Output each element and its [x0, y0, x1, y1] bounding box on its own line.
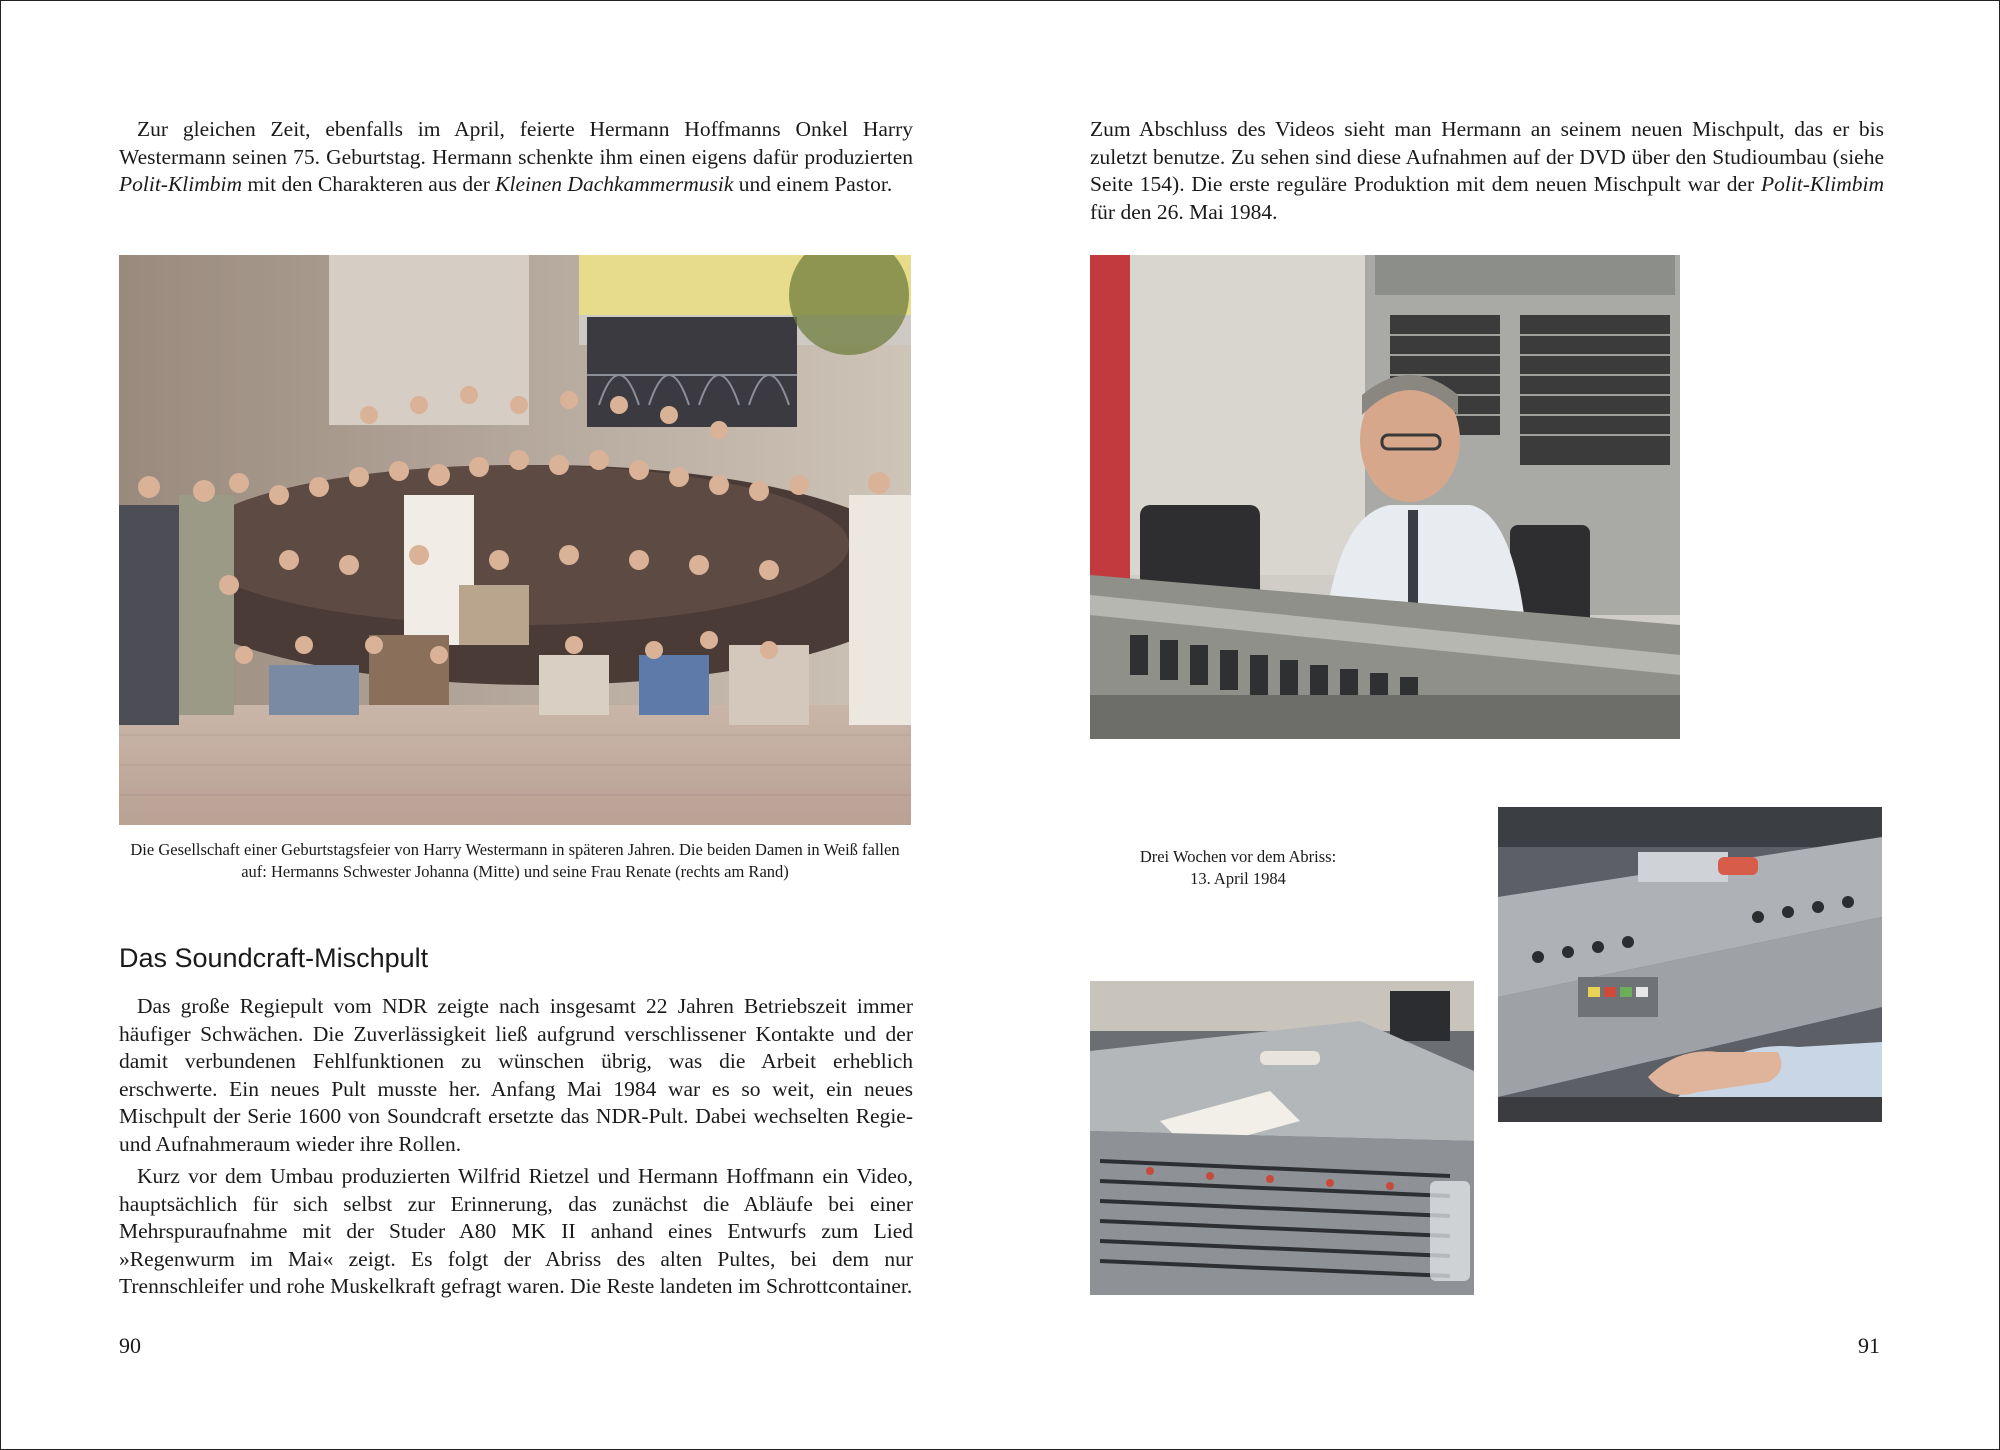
intro-text: für den 26. Mai 1984. [1090, 199, 1278, 224]
intro-text: Zur gleichen Zeit, ebenfalls im April, feierte Hermann Hoffmanns Onkel Harry Westermann seinen 75. Geburtstag. Hermann schenkte ihm einen eigens dafür produzierten [119, 117, 913, 169]
intro-italic-title: Polit-Klimbim [1760, 172, 1884, 196]
studio-console-photo [1090, 255, 1680, 739]
right-page [1001, 1, 1999, 1449]
old-console-overview-photo [1090, 981, 1474, 1295]
body-text: Das große Regiepult vom NDR zeigte nach insgesamt 22 Jahren Betriebszeit immer häufiger Schwächen. Die Zuverlässigkeit ließ aufgrund verschlissener Kontakte und der damit verbundenen Fehlfunktionen zu wünschen übrig, was die Arbeit erheblich erschwerte. Ein neues Pult musste her. Anfang Mai 1984 war es so weit, ein neues Mischpult der Serie 1600 von Soundcraft ersetzte das NDR-Pult. Dabei wechselten Regie- und Aufnahmeraum wieder ihre Rollen. [119, 994, 913, 1156]
caption-line: Drei Wochen vor dem Abriss: [1139, 847, 1337, 866]
intro-text: und einem Pastor. [733, 172, 893, 196]
group-photo-caption: Die Gesellschaft einer Geburtstagsfeier von Harry Westermann in späteren Jahren. Die beiden Damen in Weiß fallen auf: Hermanns Schwester Johanna (Mitte) und seine Frau Renate (rechts am Rand) [130, 840, 900, 881]
intro-italic-title: Kleinen Dachkammermusik [495, 172, 734, 196]
body-paragraph-1 [119, 993, 913, 1158]
intro-text: Zum Abschluss des Videos sieht man Hermann an seinem neuen Mischpult, das er bis zuletzt benutze. Zu sehen sind diese Aufnahmen auf der DVD über den Studioumbau (siehe Seite 154). Die erste reguläre Produktion mit dem neuen Mischpult war der [1090, 117, 1884, 196]
old-console-closeup-photo [1498, 807, 1882, 1122]
body-paragraph-2 [119, 1163, 913, 1301]
page-number-left: 90 [119, 1333, 141, 1358]
console-photo-caption [1090, 846, 1386, 890]
birthday-group-photo [119, 255, 911, 825]
intro-italic-title: Polit-Klimbim [119, 172, 243, 196]
section-heading: Das Soundcraft-Mischpult [119, 943, 429, 973]
body-text: Kurz vor dem Umbau produzierten Wilfrid Rietzel und Hermann Hoffmann ein Video, hauptsächlich für sich selbst zur Erinnerung, das zunächst die Abläufe bei einer Mehrspuraufnahme mit der Studer A80 MK II anhand eines Entwurfs zum Lied »Regenwurm im Mai« zeigt. Es folgt der Abriss des alten Pultes, bei dem nur Trennschleifer und rohe Muskelkraft gefragt waren. Die Reste landeten im Schrottcontainer. [119, 1164, 913, 1298]
right-intro-paragraph [1090, 116, 1884, 226]
page-number-right: 91 [1858, 1333, 1880, 1358]
caption-date: 13. April 1984 [1190, 869, 1286, 888]
intro-text: mit den Charakteren aus der [242, 172, 496, 196]
left-page [1, 1, 999, 1449]
left-intro-paragraph [119, 116, 913, 199]
